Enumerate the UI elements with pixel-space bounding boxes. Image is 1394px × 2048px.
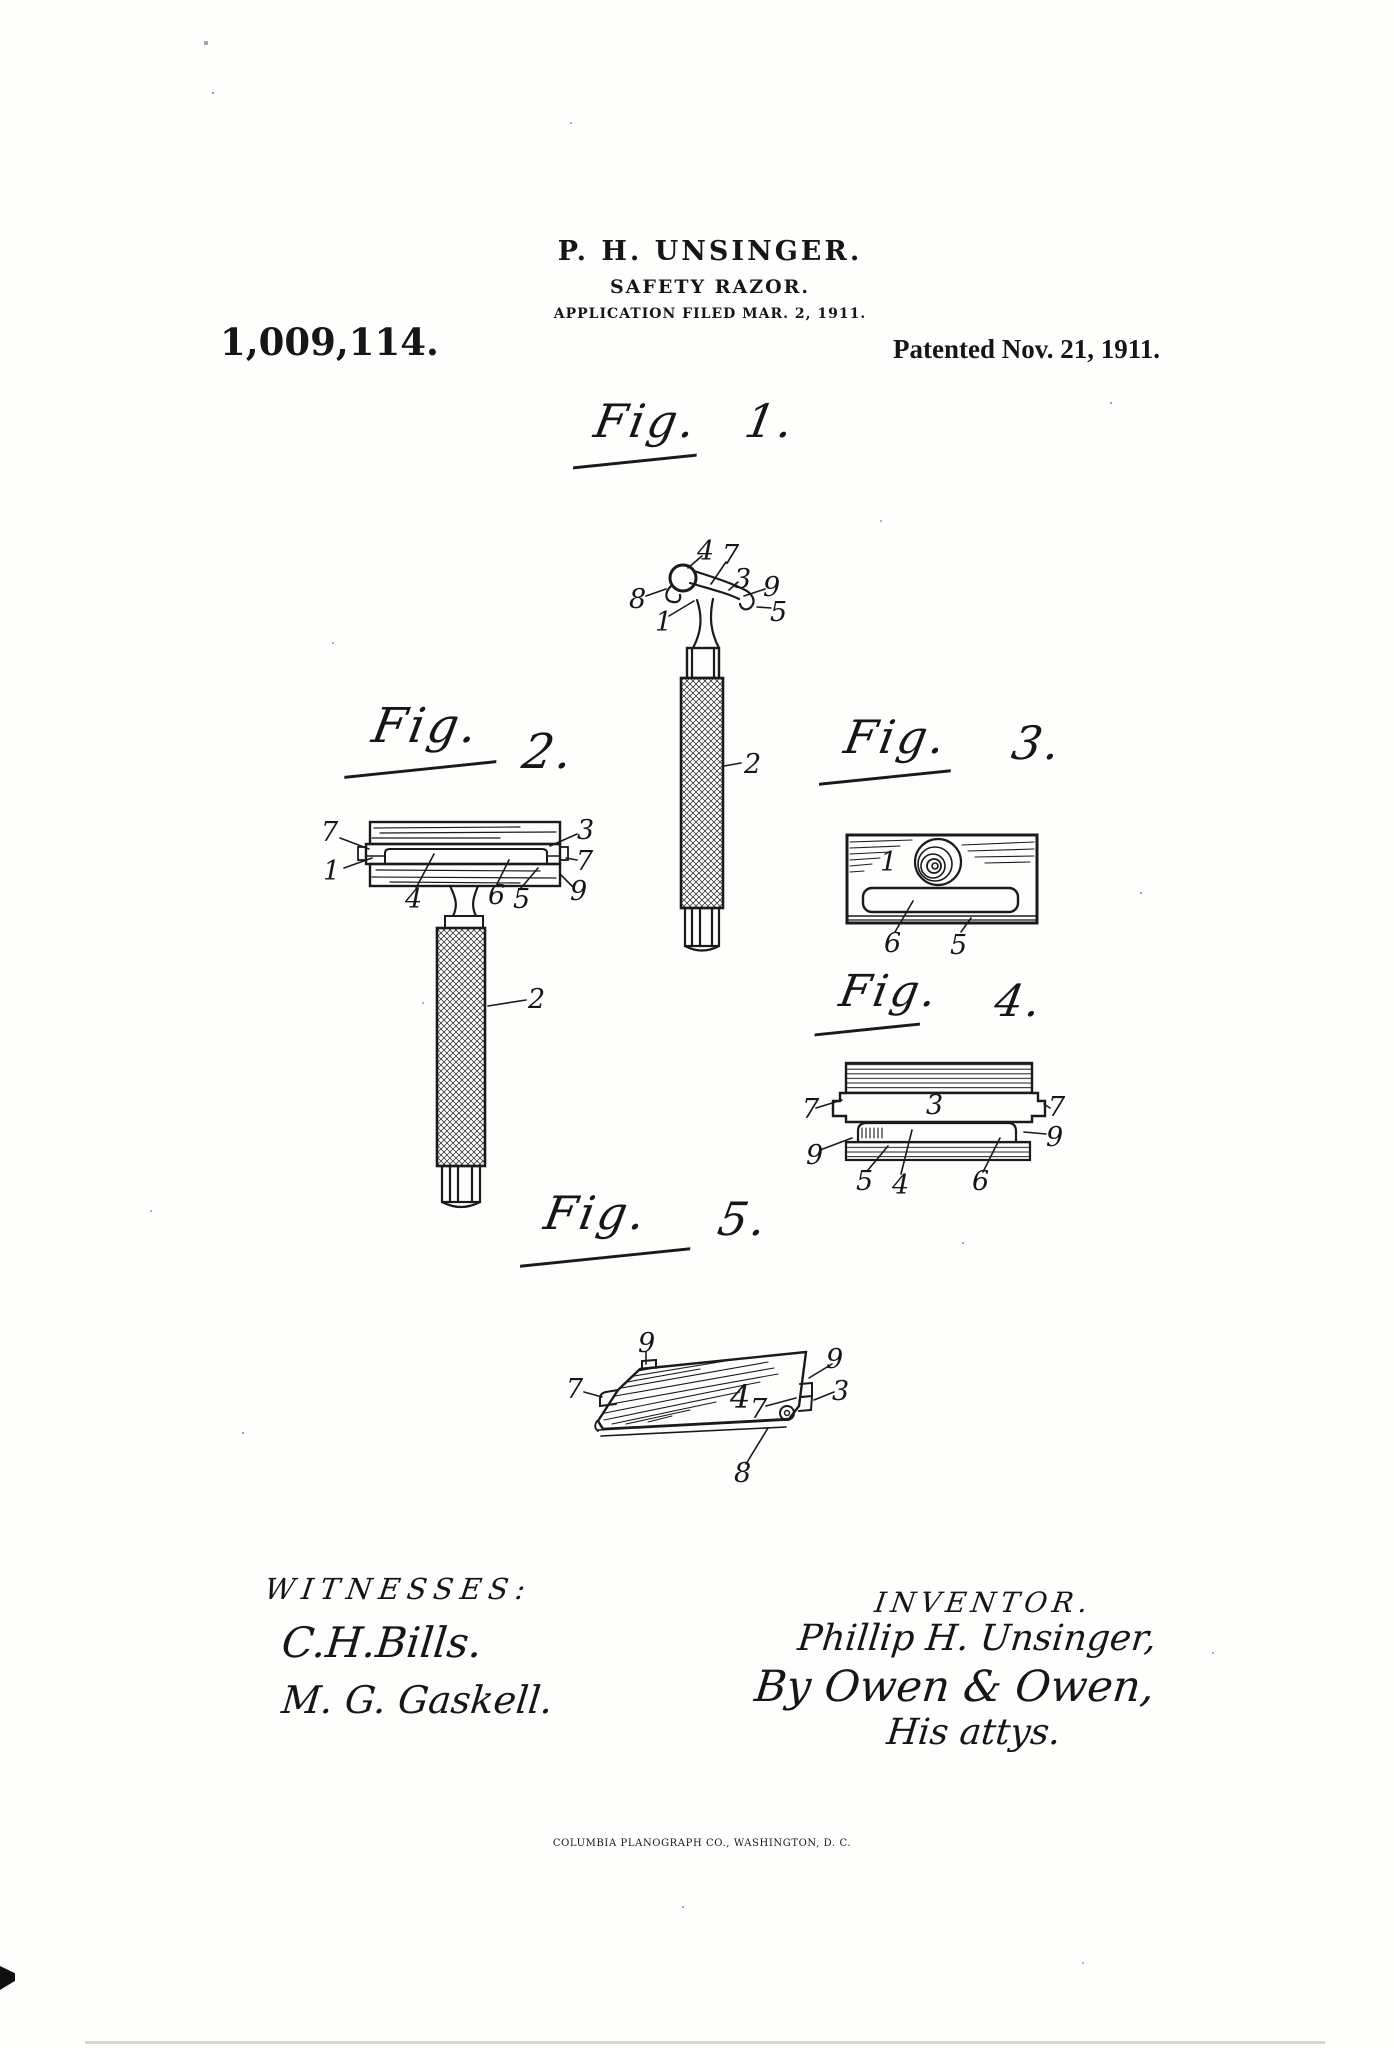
application-filed-line: APPLICATION FILED MAR. 2, 1911. [553,306,867,322]
witness-signature-2: M. G. Gaskell. [279,1678,555,1722]
attorney-by-line: By Owen & Owen, [752,1662,1157,1712]
fig4-ref-5: 5 [856,1166,874,1197]
fig4-ref-9-right: 9 [1046,1122,1064,1153]
fig1-ref-2: 2 [744,749,762,780]
fig3-ref-1: 1 [880,847,898,878]
fig1-ref-8: 8 [629,584,647,615]
fig5-label-num: 5. [713,1192,774,1246]
fig1-ref-1: 1 [655,607,673,638]
scan-bottom-line [85,2041,1325,2044]
fig5-ref-4: 4 [730,1378,751,1416]
fig5-ref-8: 8 [734,1458,752,1489]
fig4-label-num: 4. [990,976,1048,1027]
fig2-ref-3-right: 3 [577,815,595,846]
fig4-ref-6: 6 [972,1166,990,1197]
fig2-ref-4: 4 [405,884,423,915]
witnesses-heading: WITNESSES: [262,1572,535,1606]
fig5-label-word: Fig. [540,1186,653,1240]
fig3-label-word: Fig. [840,710,953,764]
fig2-label-num: 2. [518,724,580,780]
patent-title: SAFETY RAZOR. [609,276,811,298]
fig2-ref-6: 6 [488,880,506,911]
fig1-ref-3: 3 [734,564,752,595]
fig4-ref-4: 4 [892,1170,910,1201]
inventor-heading: INVENTOR. [872,1586,1095,1619]
printer-credit-line: COLUMBIA PLANOGRAPH CO., WASHINGTON, D. C. [552,1838,852,1849]
attorney-attys-line: His attys. [884,1712,1063,1753]
fig5-ref-9-right: 9 [826,1344,844,1375]
witness-signature-1: C.H.Bills. [279,1618,485,1667]
fig2-ref-7-right: 7 [576,846,594,877]
scan-dust-specks [0,0,2,2]
fig2-ref-5: 5 [513,884,531,915]
fig4-ref-7-left: 7 [802,1094,820,1125]
fig2-ref-9-right: 9 [570,876,588,907]
fig2-ref-1-left: 1 [323,856,341,887]
fig2-ref-2: 2 [528,984,546,1015]
fig5-ref-9-top: 9 [638,1328,656,1359]
fig4-ref-3: 3 [926,1090,944,1121]
fig2-ref-7-left: 7 [321,817,339,848]
fig5-drawing [584,1352,834,1464]
fig5-ref-7-small: 7 [750,1394,768,1425]
fig1-ref-5: 5 [770,597,788,628]
patent-author: P. H. UNSINGER. [557,236,863,267]
fig1-ref-9: 9 [763,572,781,603]
patent-number: 1,009,114. [220,320,439,364]
fig1-label-num: 1. [740,394,801,448]
fig1-ref-4: 4 [697,536,715,567]
fig4-ref-7-right: 7 [1048,1092,1066,1123]
fig3-ref-6: 6 [884,928,902,959]
fig4-ref-9-left: 9 [806,1140,824,1171]
fig2-label-word: Fig. [368,698,485,754]
fig3-drawing [847,835,1037,932]
fig4-label-word: Fig. [835,966,944,1017]
inventor-signature: Phillip H. Unsinger, [795,1618,1159,1659]
fig5-ref-7-left: 7 [566,1374,584,1405]
fig5-ref-3-right: 3 [832,1376,850,1407]
fig1-ref-7: 7 [722,540,740,571]
fig3-label-num: 3. [1007,716,1068,770]
patented-date-line: Patented Nov. 21, 1911. [893,334,1160,364]
fig1-label-word: Fig. [590,394,703,448]
fig3-ref-5: 5 [950,930,968,961]
